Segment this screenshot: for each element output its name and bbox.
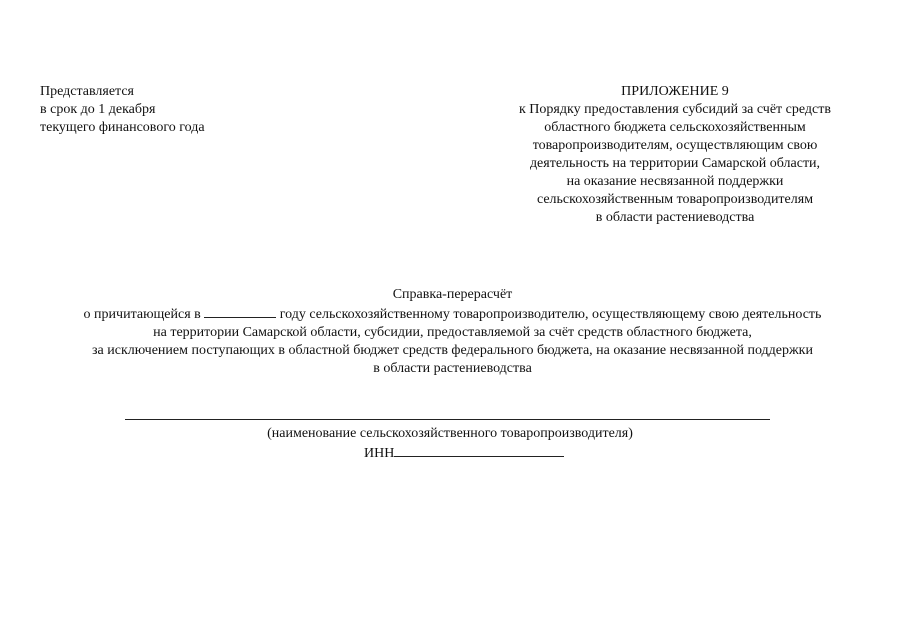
inn-label: ИНН	[364, 446, 395, 461]
appendix-title: ПРИЛОЖЕНИЕ 9	[621, 84, 729, 99]
submission-note-line: в срок до 1 декабря	[40, 102, 156, 117]
heading-line: в области растениеводства	[373, 361, 532, 376]
heading-line	[20, 304, 885, 324]
appendix-line: сельскохозяйственным товаропроизводителям	[536, 192, 814, 207]
appendix-line: деятельность на территории Самарской области,	[529, 156, 821, 171]
heading-suffix: году сельскохозяйственному товаропроизводителю, осуществляющему свою деятельность	[279, 307, 822, 322]
heading-line: за исключением поступающих в областной бюджет средств федерального бюджета, на оказание несвязанной поддержки	[92, 343, 813, 358]
submission-note-line: текущего финансового года	[40, 120, 205, 135]
appendix-header	[460, 83, 890, 227]
document-title: Справка-перерасчёт	[392, 287, 513, 302]
appendix-line: областного бюджета сельскохозяйственным	[544, 120, 806, 135]
appendix-line: товаропроизводителям, осуществляющим свою	[532, 138, 818, 153]
heading-prefix: о причитающейся в	[83, 307, 201, 322]
year-blank-field[interactable]	[204, 304, 276, 318]
inn-blank-field[interactable]	[394, 442, 564, 457]
appendix-line: на оказание несвязанной поддержки	[566, 174, 784, 189]
producer-name-caption: (наименование сельскохозяйственного товаропроизводителя)	[267, 426, 633, 441]
document-heading	[20, 286, 885, 378]
inn-row	[364, 442, 564, 463]
appendix-line: к Порядку предоставления субсидий за счёт средств	[519, 102, 831, 117]
submission-note-line: Представляется	[40, 84, 134, 99]
heading-line: на территории Самарской области, субсидии, предоставляемой за счёт средств областного бюджета,	[153, 325, 752, 340]
submission-note	[40, 83, 300, 137]
producer-name-field[interactable]	[125, 419, 770, 420]
appendix-line: в области растениеводства	[595, 210, 755, 225]
